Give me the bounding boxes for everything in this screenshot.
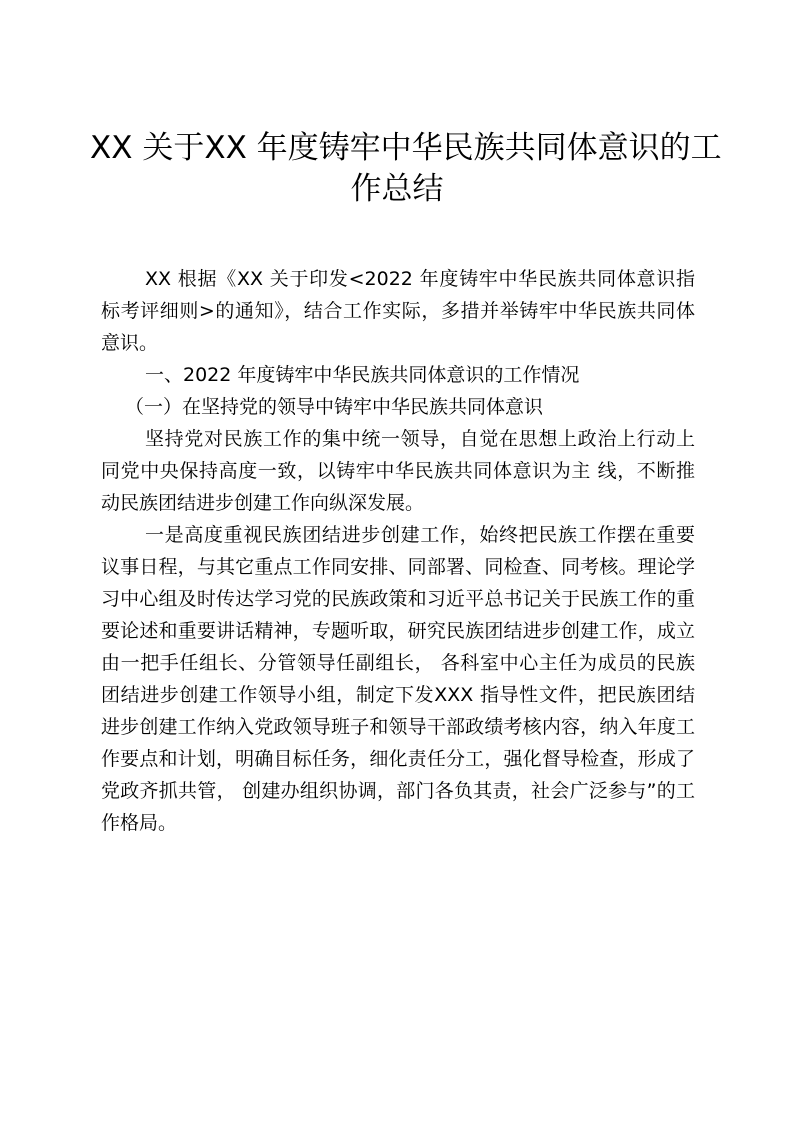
document-title [90, 128, 722, 210]
section-heading-1: 一、2022 年度铸牢中华民族共同体意识的工作情况 [145, 364, 580, 386]
paragraph-2: 一是高度重视民族团结进步创建工作，始终把民族工作摆在重要议事日程，与其它重点工作同安排、同部署、同检查、同考核。理论学习中心组及时传达学习党的民族政策和习近平总书记关于民族工作的重要论述和重要讲话精神，专题听取，研究民族团结进步创建工作，成立由一把手任组长、分管领导任副组长， 各科室中心主任为成员的民族团结进步创建工作领导小组，制定下发XXX 指导性文件，把民族团结进步创建工作纳入党政领导班子和领导干部政绩考核内容，纳入年度工作要点和计划，明确目标任务，细化责任分工，强化督导检查，形成了党政齐抓共管， 创建办组织协调，部门各负其责，社会广泛参与”的工作格局。 [101, 524, 695, 834]
intro-paragraph: XX 根据《XX 关于印发<2022 年度铸牢中华民族共同体意识指标考评细则>的通知》，结合工作实际，多措并举铸牢中华民族共同体意识。 [101, 268, 695, 354]
document-title-line-1: XX 关于XX 年度铸牢中华民族共同体意识的工 [90, 130, 722, 166]
subsection-heading-1: （一）在坚持党的领导中铸牢中华民族共同体意识 [125, 396, 544, 418]
paragraph-1: 坚持党对民族工作的集中统一领导，自觉在思想上政治上行动上同党中央保持高度一致，以铸牢中华民族共同体意识为主 线，不断推动民族团结进步创建工作向纵深发展。 [101, 428, 695, 514]
document-body [101, 263, 695, 839]
document-title-line-2: 作总结 [350, 171, 444, 207]
